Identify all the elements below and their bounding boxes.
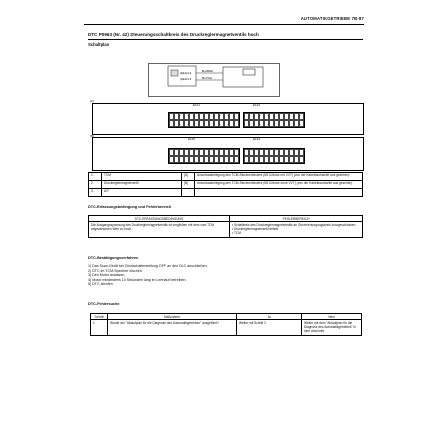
connector-grid-1: [168, 112, 240, 128]
view-b-label: [B]: [90, 134, 94, 138]
connector-e122-label: E122: [253, 103, 261, 107]
connector-e120-label: E120: [188, 137, 196, 141]
legend-row: 2. Druckreglermagnetventil [B] Anschlussbelegung des TCM-Steckverbinders (M13-Motor ohne VVT) (von der Kabelbaumseite aus gesehen): [89, 181, 363, 189]
title-rule: [88, 39, 363, 40]
header-text: AUTOMATIKGETRIEBE 7B-87: [300, 16, 364, 21]
legend-table: [88, 172, 363, 197]
col-yes-header: Ja: [237, 314, 302, 320]
step-item: 2) DTC im TCM-Speicher löschen.: [88, 268, 143, 273]
legend-row: 3. A/T: [89, 189, 363, 197]
connector-grid-2: [243, 112, 305, 128]
detection-table: [88, 215, 363, 238]
action-cell: Wurde der "Ablaufplan für die Diagnose des Automatikgetriebes" ausgeführt?: [108, 320, 237, 336]
step-number: 1: [91, 320, 108, 336]
col-no-header: Nein: [302, 314, 362, 320]
wiring-diagram: [148, 63, 280, 97]
connector-e124-label: E124: [253, 137, 261, 141]
troubleshooting-table: [90, 313, 362, 336]
step-item: 5) DTC abrufen.: [88, 282, 114, 287]
section-schaltplan: Schaltplan: [88, 42, 110, 47]
section-troubleshooting: DTC-Fehlersuche: [88, 302, 120, 306]
step-item: 3) Den Motor anlassen.: [88, 273, 126, 278]
col-step-header: Schritt: [91, 314, 108, 320]
no-cell: Weiter mit dem "Ablaufplan für die Diagnose des Automatikgetriebes" in dem Abschnitt.: [302, 320, 362, 336]
connector-view-a: [92, 103, 364, 135]
section-confirmation: DTC-Bestätigungsverfahren: [88, 256, 139, 260]
page-header: [84, 16, 364, 24]
col-condition-header: DTC-ERFASSUNGSBEDINGUNG: [89, 216, 230, 222]
dtc-title: DTC P0963 (Nr. 42) Steuerungsschaltkreis des Druckreglermagnetventils hoch: [88, 32, 259, 37]
connector-grid-4: [243, 148, 305, 164]
section-detection: DTC-Erfassungsbedingung und Fehlerbereich: [88, 205, 172, 209]
connector-grid-3: [168, 148, 240, 164]
confirmation-steps: [88, 264, 208, 287]
step-item: 4) Motor mindestens 10 Sekunden lang im Leerlauf betreiben.: [88, 277, 187, 282]
wire-b-label: BLU/YEL: [202, 77, 213, 80]
legend-row: 1. TCM [A] Anschlussbelegung des TCM-Steckverbinders (M13-Motor mit VVT) (von der Kabelbaumseite aus gesehen): [89, 173, 363, 181]
view-a-label: [A]: [90, 99, 94, 103]
yes-cell: Weiter mit Schritt 2.: [237, 320, 302, 336]
col-fault-header: FEHLERBEREICH: [230, 216, 363, 222]
wire-a-label: BLU/RED: [202, 70, 213, 73]
connector-e121-label: E121: [193, 103, 201, 107]
header-rule: [84, 24, 364, 25]
fault-cell: • Schaltkreis des Druckreglermagnetventils an Stromversorgungskreis kurzgeschlossen. • Druckreglermagnetventil defekt. • TCM: [230, 222, 363, 238]
col-action-header: Maßnahme: [108, 314, 237, 320]
connector-view-b: [92, 137, 364, 171]
condition-cell: Die Ausgangsspannung des Druckreglermagnetventils ist verglichen mit dem vom TCM angewiesenen Wert zu hoch.: [89, 222, 230, 238]
step-item: 1) Das Scan-Gerät bei Zündschalterstellung OFF an den DLC anschließen.: [88, 264, 208, 268]
pin-b-label: [A]E121-5: [180, 78, 192, 81]
pin-a-label: [A]E121-6: [180, 72, 192, 75]
